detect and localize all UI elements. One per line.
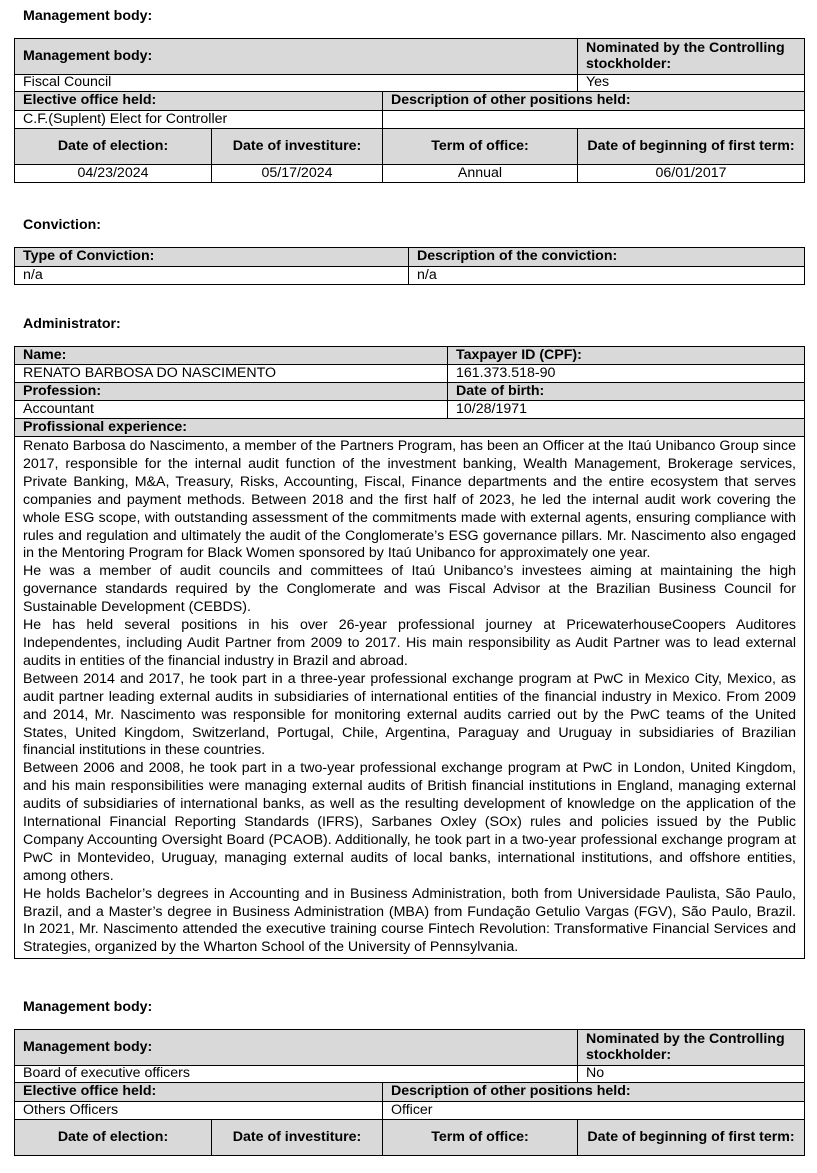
taxpayer-id-label: Taxpayer ID (CPF): [448,347,805,365]
management-body-label: Management body: [15,39,578,75]
professional-experience-text [15,437,805,959]
other-positions-value [383,111,805,129]
nominated-value: No [578,1066,805,1083]
date-of-election-label: Date of election: [15,129,212,165]
management-body-section-title: Management body: [23,8,153,24]
management-body-section-title-2: Management body: [23,999,153,1015]
name-value: RENATO BARBOSA DO NASCIMENTO [15,365,448,383]
professional-experience-label: Profissional experience: [15,419,805,437]
management-body-label: Management body: [15,1030,578,1066]
management-body-value: Board of executive officers [15,1066,578,1083]
term-of-office-label: Term of office: [383,129,578,165]
profession-label: Profession: [15,383,448,401]
conviction-description-label: Description of the conviction: [409,248,805,267]
date-of-election-value: 04/23/2024 [15,165,212,183]
name-label: Name: [15,347,448,365]
other-positions-value: Officer [383,1102,805,1120]
experience-paragraph: He was a member of audit councils and committees of Itaú Unibanco’s investees aiming at maintaining the high governance standards required by the Conglomerate and was Fiscal Advisor at the Brazilian Business Council for Sustainable Development (CEBDS). [23,563,796,616]
first-term-label: Date of beginning of first term: [578,1120,805,1156]
management-body-table-2 [14,1029,805,1156]
elective-office-label: Elective office held: [15,92,383,111]
term-of-office-value: Annual [383,165,578,183]
elective-office-label: Elective office held: [15,1083,383,1102]
nominated-label: Nominated by the Controlling stockholder: [578,39,805,75]
conviction-type-label: Type of Conviction: [15,248,409,267]
elective-office-value: Others Officers [15,1102,383,1120]
experience-paragraph: Renato Barbosa do Nascimento, a member of the Partners Program, has been an Officer at the Itaú Unibanco Group since 2017, responsible for the internal audit function of the investment banking, Wealth Management, Brokerage services, Private Banking, M&A, Treasury, Risks, Accounting, Fiscal, Finance departments and the entire ecosystem that serves companies and payment methods. Between 2018 and the first half of 2023, he led the internal audit work covering the whole ESG scope, with outstanding assessment of the commitments made with external agents, ensuring compliance with rules and regulation and ultimately the audit of the Conglomerate’s ESG governance pillars. Mr. Nascimento also engaged in the Mentoring Program for Black Women sponsored by Itaú Unibanco for approximately one year. [23,438,796,562]
date-of-birth-value: 10/28/1971 [448,401,805,419]
profession-value: Accountant [15,401,448,419]
experience-paragraph: He has held several positions in his over 26-year professional journey at PricewaterhouseCoopers Auditores Independentes, including Audit Partner from 2009 to 2017. His main responsibility as Audit Partner was to lead external audits in entities of the financial industry in Brazil and abroad. [23,617,796,669]
first-term-label: Date of beginning of first term: [578,129,805,165]
experience-paragraph: Between 2014 and 2017, he took part in a three-year professional exchange program at PwC in Mexico City, Mexico, as audit partner leading external audits in subsidiaries of international entities of the financial industry in Mexico. From 2009 and 2014, Mr. Nascimento was responsible for monitoring external audits carried out by the PwC teams of the United States, United Kingdom, Switzerland, Portugal, Chile, Argentina, Paraguay and Uruguay in subsidiaries of Brazilian financial institutions in these countries. [23,670,796,759]
nominated-label: Nominated by the Controlling stockholder: [578,1030,805,1066]
management-body-table [14,38,805,183]
date-of-birth-label: Date of birth: [448,383,805,401]
date-of-investiture-label: Date of investiture: [212,1120,383,1156]
date-of-investiture-value: 05/17/2024 [212,165,383,183]
other-positions-label: Description of other positions held: [383,1083,805,1102]
date-of-investiture-label: Date of investiture: [212,129,383,165]
conviction-description-value: n/a [409,267,805,285]
management-body-value: Fiscal Council [15,75,578,92]
nominated-value: Yes [578,75,805,92]
first-term-value: 06/01/2017 [578,165,805,183]
experience-paragraph: Between 2006 and 2008, he took part in a two-year professional exchange program at PwC in London, United Kingdom, and his main responsibilities were managing external audits of British financial institutions in England, managing external audits of subsidiaries of international banks, as well as the resulting development of knowledge on the application of the International Financial Reporting Standards (IFRS), Sarbanes Oxley (SOx) rules and policies issued by the Public Company Accounting Oversight Board (PCAOB). Additionally, he took part in a two-year professional exchange program at PwC in Montevideo, Uruguay, managing external audits of local banks, international institutions, and offshore entities, among others. [23,760,796,884]
elective-office-value: C.F.(Suplent) Elect for Controller [15,111,383,129]
conviction-section-title: Conviction: [23,217,102,233]
conviction-table [14,247,805,285]
date-of-election-label: Date of election: [15,1120,212,1156]
experience-paragraph: He holds Bachelor’s degrees in Accounting and in Business Administration, both from Universidade Paulista, São Paulo, Brazil, and a Master’s degree in Business Administration (MBA) from Fundação Getulio Vargas (FGV), São Paulo, Brazil. In 2021, Mr. Nascimento attended the executive training course Fintech Revolution: Transformative Financial Services and Strategies, organized by the Wharton School of the University of Pennsylvania. [23,885,796,956]
taxpayer-id-value: 161.373.518-90 [448,365,805,383]
conviction-type-value: n/a [15,267,409,285]
other-positions-label: Description of other positions held: [383,92,805,111]
term-of-office-label: Term of office: [383,1120,578,1156]
administrator-table [14,346,805,959]
administrator-section-title: Administrator: [23,316,121,332]
